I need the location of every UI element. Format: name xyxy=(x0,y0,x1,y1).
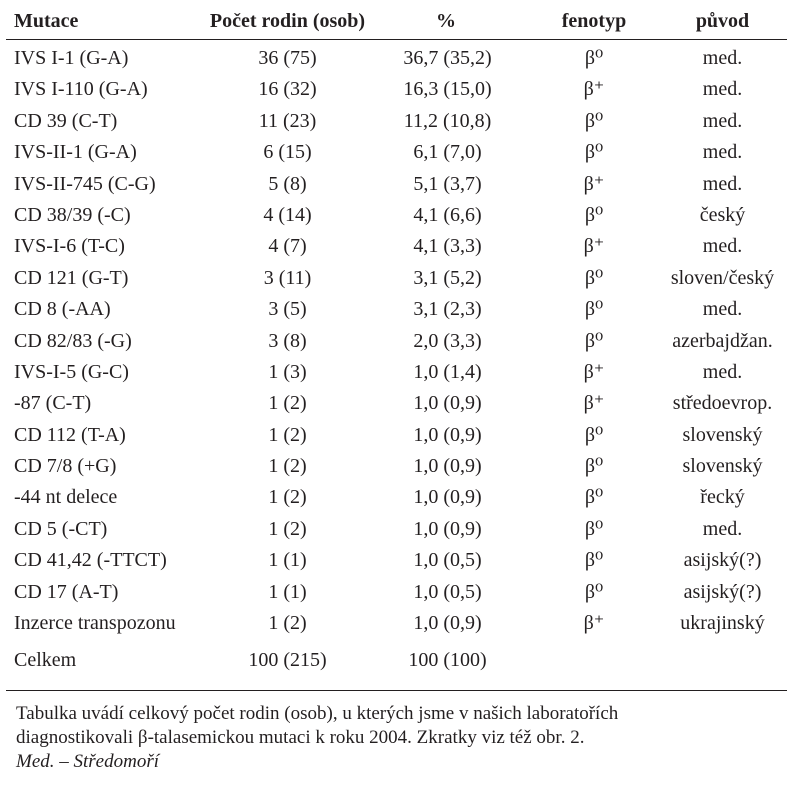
cell-puvod: azerbajdžan. xyxy=(672,329,773,352)
cell-fenotyp: β⁰ xyxy=(584,455,604,478)
cell-percent: 1,0 (0,9) xyxy=(413,517,482,540)
cell-puvod: med. xyxy=(702,47,743,69)
table-row xyxy=(0,263,793,294)
cell-puvod: med. xyxy=(702,235,743,258)
cell-mutace: IVS-II-1 (G-A) xyxy=(14,141,137,164)
cell-fenotyp: β⁰ xyxy=(584,203,604,226)
cell-fenotyp: β⁺ xyxy=(583,78,605,101)
cell-puvod: středoevrop. xyxy=(672,392,773,415)
header-divider xyxy=(6,39,787,40)
header-puvod: původ xyxy=(695,9,750,32)
cell-percent: 1,0 (0,9) xyxy=(413,455,482,478)
cell-mutace: CD 39 (C-T) xyxy=(14,109,118,132)
cell-puvod: med. xyxy=(702,172,743,195)
table-row xyxy=(0,577,793,608)
table-row xyxy=(0,169,793,200)
table-row xyxy=(0,326,793,357)
cell-percent: 3,1 (2,3) xyxy=(413,298,482,321)
cell-percent: 1,0 (0,5) xyxy=(413,580,482,603)
table-row xyxy=(0,294,793,325)
cell-fenotyp: β⁰ xyxy=(584,141,604,164)
cell-percent: 1,0 (1,4) xyxy=(413,360,482,383)
total-pocet: 100 (215) xyxy=(248,649,327,671)
cell-pocet: 6 (15) xyxy=(263,141,312,164)
cell-percent: 11,2 (10,8) xyxy=(403,109,492,132)
cell-pocet: 1 (1) xyxy=(268,580,307,603)
cell-percent: 4,1 (6,6) xyxy=(413,203,482,226)
table-row xyxy=(0,43,793,74)
cell-pocet: 1 (2) xyxy=(268,455,307,478)
cell-pocet: 5 (8) xyxy=(268,172,307,195)
table-body xyxy=(0,43,793,639)
cell-puvod: med. xyxy=(702,78,743,101)
note-line-1: Tabulka uvádí celkový počet rodin (osob), u kterých jsme v našich laboratořích xyxy=(16,703,619,724)
cell-fenotyp: β⁺ xyxy=(583,235,605,258)
header-mutace: Mutace xyxy=(14,9,79,32)
total-percent: 100 (100) xyxy=(408,649,487,671)
cell-mutace: CD 121 (G-T) xyxy=(14,266,129,289)
cell-percent: 1,0 (0,5) xyxy=(413,549,482,572)
cell-fenotyp: β⁰ xyxy=(584,549,604,572)
cell-mutace: CD 7/8 (+G) xyxy=(14,455,117,478)
cell-fenotyp: β⁰ xyxy=(584,423,604,446)
table-row xyxy=(0,200,793,231)
cell-puvod: ukrajinský xyxy=(680,612,765,635)
cell-pocet: 1 (2) xyxy=(268,612,307,635)
cell-fenotyp: β⁺ xyxy=(583,360,605,383)
note-abbreviation: Med. – Středomoří xyxy=(16,751,160,772)
cell-pocet: 1 (3) xyxy=(268,360,307,383)
cell-percent: 1,0 (0,9) xyxy=(413,486,482,509)
cell-percent: 1,0 (0,9) xyxy=(413,612,482,635)
cell-mutace: IVS-II-745 (C-G) xyxy=(14,172,156,195)
cell-pocet: 16 (32) xyxy=(258,78,317,101)
cell-mutace: CD 38/39 (-C) xyxy=(14,203,131,226)
cell-percent: 5,1 (3,7) xyxy=(413,172,482,195)
cell-fenotyp: β⁺ xyxy=(583,392,605,415)
table-row xyxy=(0,388,793,419)
cell-puvod: řecký xyxy=(700,486,745,509)
table-row xyxy=(0,137,793,168)
cell-mutace: CD 5 (-CT) xyxy=(14,517,108,540)
cell-mutace: CD 41,42 (-TTCT) xyxy=(14,549,167,572)
cell-pocet: 3 (8) xyxy=(268,329,307,352)
cell-pocet: 1 (2) xyxy=(268,392,307,415)
cell-puvod: český xyxy=(699,203,746,226)
cell-pocet: 1 (1) xyxy=(268,549,307,572)
table-row xyxy=(0,231,793,262)
cell-mutace: -44 nt delece xyxy=(14,486,118,509)
cell-fenotyp: β⁰ xyxy=(584,329,604,352)
cell-puvod: sloven/český xyxy=(670,266,775,289)
cell-mutace: IVS I-1 (G-A) xyxy=(14,47,129,69)
cell-puvod: med. xyxy=(702,517,743,540)
table-notes xyxy=(16,702,786,774)
table-row xyxy=(0,482,793,513)
cell-fenotyp: β⁺ xyxy=(583,612,605,635)
header-pocet: Počet rodin (osob) xyxy=(209,9,366,32)
cell-percent: 3,1 (5,2) xyxy=(413,266,482,289)
cell-percent: 1,0 (0,9) xyxy=(413,392,482,415)
cell-fenotyp: β⁰ xyxy=(584,517,604,540)
table-row xyxy=(0,74,793,105)
cell-fenotyp: β⁰ xyxy=(584,486,604,509)
cell-mutace: -87 (C-T) xyxy=(14,392,92,415)
table-row xyxy=(0,514,793,545)
cell-mutace: CD 82/83 (-G) xyxy=(14,329,132,352)
cell-mutace: IVS-I-6 (T-C) xyxy=(14,235,125,258)
cell-pocet: 36 (75) xyxy=(258,47,317,69)
cell-fenotyp: β⁰ xyxy=(584,266,604,289)
cell-percent: 6,1 (7,0) xyxy=(413,141,482,164)
cell-mutace: Inzerce transpozonu xyxy=(14,612,176,635)
table-row xyxy=(0,451,793,482)
table-row xyxy=(0,106,793,137)
cell-mutace: CD 8 (-AA) xyxy=(14,298,111,321)
cell-mutace: CD 17 (A-T) xyxy=(14,580,119,603)
cell-puvod: slovenský xyxy=(682,423,763,446)
header-percent: % xyxy=(436,9,456,32)
cell-pocet: 3 (11) xyxy=(263,266,312,289)
cell-puvod: med. xyxy=(702,141,743,164)
cell-mutace: IVS-I-5 (G-C) xyxy=(14,360,129,383)
cell-percent: 16,3 (15,0) xyxy=(403,78,492,101)
cell-fenotyp: β⁰ xyxy=(584,47,604,69)
table-row xyxy=(0,420,793,451)
cell-pocet: 3 (5) xyxy=(268,298,307,321)
cell-puvod: asijský(?) xyxy=(683,580,762,603)
table-bottom-divider xyxy=(6,690,787,691)
cell-puvod: asijský(?) xyxy=(683,549,762,572)
cell-puvod: slovenský xyxy=(682,455,763,478)
table-row xyxy=(0,545,793,576)
note-line-2: diagnostikovali β-talasemickou mutaci k roku 2004. Zkratky viz též obr. 2. xyxy=(16,727,585,748)
cell-fenotyp: β⁰ xyxy=(584,580,604,603)
cell-fenotyp: β⁰ xyxy=(584,109,604,132)
cell-pocet: 11 (23) xyxy=(258,109,317,132)
total-row xyxy=(0,645,793,676)
cell-pocet: 1 (2) xyxy=(268,486,307,509)
cell-mutace: IVS I-110 (G-A) xyxy=(14,78,148,101)
cell-percent: 1,0 (0,9) xyxy=(413,423,482,446)
table-row xyxy=(0,608,793,639)
cell-pocet: 4 (7) xyxy=(268,235,307,258)
cell-pocet: 1 (2) xyxy=(268,423,307,446)
header-fenotyp: fenotyp xyxy=(561,9,627,32)
cell-percent: 4,1 (3,3) xyxy=(413,235,482,258)
total-label: Celkem xyxy=(14,649,77,671)
cell-percent: 2,0 (3,3) xyxy=(413,329,482,352)
table-row xyxy=(0,357,793,388)
cell-puvod: med. xyxy=(702,360,743,383)
cell-pocet: 4 (14) xyxy=(263,203,312,226)
cell-puvod: med. xyxy=(702,109,743,132)
cell-fenotyp: β⁺ xyxy=(583,172,605,195)
cell-percent: 36,7 (35,2) xyxy=(403,47,492,69)
cell-pocet: 1 (2) xyxy=(268,517,307,540)
cell-fenotyp: β⁰ xyxy=(584,298,604,321)
cell-puvod: med. xyxy=(702,298,743,321)
cell-mutace: CD 112 (T-A) xyxy=(14,423,126,446)
